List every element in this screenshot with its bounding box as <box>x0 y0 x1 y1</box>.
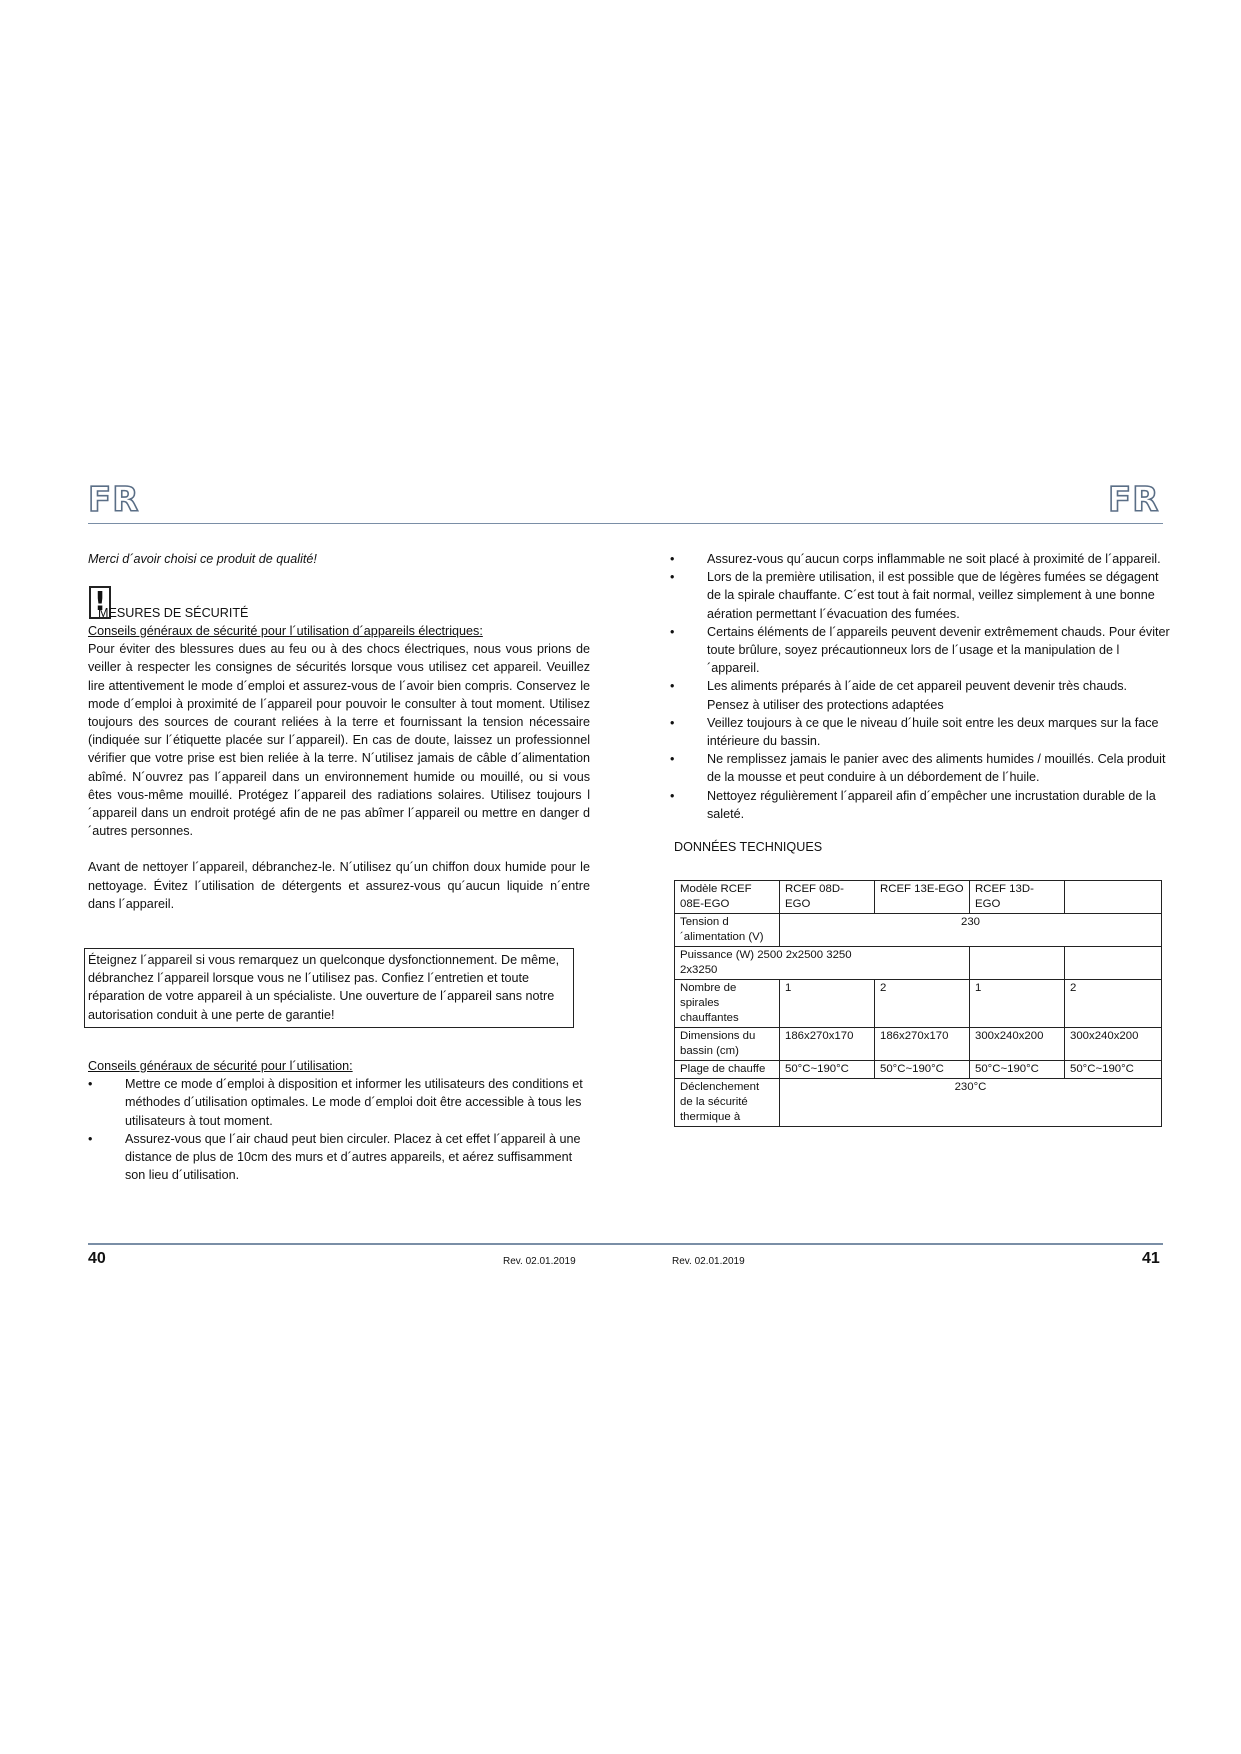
table-cell: RCEF 08D-EGO <box>780 881 875 914</box>
page-number-left: 40 <box>88 1250 106 1267</box>
table-cell: 300x240x200 <box>970 1028 1065 1061</box>
table-cell: Tension d´alimentation (V) <box>675 914 780 947</box>
usage-bullet: • Assurez-vous que l´air chaud peut bien circuler. Placez à cet effet l´appareil à une distance de plus de 10cm des murs et d´autres appareils, et aérez suffisamment son lieu d´utilisation. <box>88 1130 588 1185</box>
table-row <box>675 881 1162 914</box>
table-cell: Modèle RCEF 08E-EGO <box>675 881 780 914</box>
safety-bullet: • Assurez-vous qu´aucun corps inflammable ne soit placé à proximité de l´appareil. <box>670 550 1170 568</box>
usage-heading: Conseils généraux de sécurité pour l´utilisation: <box>88 1059 353 1073</box>
revision-left: Rev. 02.01.2019 <box>503 1256 576 1267</box>
thanks-line: Merci d´avoir choisi ce produit de qualité! <box>88 552 317 566</box>
table-cell: 2 <box>875 980 970 1028</box>
footer-rule <box>88 1243 1163 1245</box>
table-cell: RCEF 13E-EGO <box>875 881 970 914</box>
table-cell: 230 <box>780 914 1162 947</box>
table-row <box>675 1079 1162 1127</box>
table-cell: 50°C~190°C <box>1065 1061 1162 1079</box>
table-cell: 186x270x170 <box>780 1028 875 1061</box>
safety-bullet: • Nettoyez régulièrement l´appareil afin d´empêcher une incrustation durable de la saleté. <box>670 787 1170 823</box>
revision-right: Rev. 02.01.2019 <box>672 1256 745 1267</box>
usage-bullet: • Mettre ce mode d´emploi à disposition et informer les utilisateurs des conditions et méthodes d´utilisation optimales. Le mode d´emploi doit être accessible à tous les utilisateurs à tout moment. <box>88 1075 588 1130</box>
table-cell: Plage de chauffe <box>675 1061 780 1079</box>
table-row <box>675 1028 1162 1061</box>
table-cell: 50°C~190°C <box>970 1061 1065 1079</box>
electrical-heading: Conseils généraux de sécurité pour l´utilisation d´appareils électriques: <box>88 624 483 638</box>
safety-title: MESURES DE SÉCURITÉ <box>98 606 249 620</box>
language-label-left: FR <box>88 480 140 520</box>
electrical-paragraph: Pour éviter des blessures dues au feu ou à des chocs électriques, nous vous prions de veiller à respecter les consignes de sécurités lorsque vous utilisez cet appareil. Veuillez lire attentivement le mode d´emploi et assurez-vous de l´avoir bien compris. Conservez le mode d´emploi à proximité de l´appareil pour pouvoir le consulter à tout moment. Utilisez toujours des sources de courant reliées à la terre et fournissant la tension nécessaire (indiquée sur l´étiquette placée sur l´appareil). En cas de doute, laissez un professionnel vérifier que votre prise est bien reliée à la terre. N´utilisez jamais de câble d´alimentation abîmé. N´ouvrez pas l´appareil dans un environnement humide ou mouillé, ou si vous êtes vous-même mouillé. Protégez l´appareil des radiations solaires. Utilisez toujours l´appareil dans un endroit protégé afin de ne pas abîmer l´appareil ou mettre en danger d´autres personnes. <box>88 642 590 839</box>
table-cell: 50°C~190°C <box>875 1061 970 1079</box>
page-number-right: 41 <box>1142 1250 1160 1267</box>
warranty-notice-box <box>84 948 574 1028</box>
tech-spec-table <box>674 880 1162 1127</box>
table-cell: 300x240x200 <box>1065 1028 1162 1061</box>
table-cell: Déclenchement de la sécurité thermique à <box>675 1079 780 1127</box>
table-row <box>675 980 1162 1028</box>
cleaning-paragraph: Avant de nettoyer l´appareil, débranchez-le. N´utilisez qu´un chiffon doux humide pour le nettoyage. Évitez l´utilisation de détergents et assurez-vous qu´aucun liquide n´entre dans l´appareil. <box>88 860 590 911</box>
tech-title: DONNÉES TECHNIQUES <box>674 840 823 854</box>
safety-bullets <box>670 550 1170 823</box>
header-rule <box>88 523 1163 524</box>
table-cell: 186x270x170 <box>875 1028 970 1061</box>
table-cell: Dimensions du bassin (cm) <box>675 1028 780 1061</box>
safety-bullet: • Les aliments préparés à l´aide de cet appareil peuvent devenir très chauds. Pensez à utiliser des protections adaptées <box>670 677 1170 713</box>
language-label-right: FR <box>1108 480 1160 520</box>
table-cell: 1 <box>780 980 875 1028</box>
safety-bullet: • Lors de la première utilisation, il est possible que de légères fumées se dégagent de la spirale chauffante. C´est tout à fait normal, veillez simplement à une bonne aération permettant l´évacuation des fumées. <box>670 568 1170 623</box>
table-row <box>675 914 1162 947</box>
safety-bullet: • Veillez toujours à ce que le niveau d´huile soit entre les deux marques sur la face intérieure du bassin. <box>670 714 1170 750</box>
table-cell: 50°C~190°C <box>780 1061 875 1079</box>
table-cell: 2 <box>1065 980 1162 1028</box>
safety-bullet: • Ne remplissez jamais le panier avec des aliments humides / mouillés. Cela produit de la mousse et peut conduire à un débordement de l´huile. <box>670 750 1170 786</box>
safety-bullet: • Certains éléments de l´appareils peuvent devenir extrêmement chauds. Pour éviter toute brûlure, soyez précautionneux lors de l´usage et la manipulation de l´appareil. <box>670 623 1170 678</box>
table-row <box>675 947 1162 980</box>
usage-safety-section <box>88 1057 588 1184</box>
table-cell: Puissance (W) 2500 2x2500 3250 2x3250 <box>675 947 875 980</box>
exclamation-icon: ! <box>89 586 111 619</box>
table-row <box>675 1061 1162 1079</box>
table-cell: Nombre de spirales chauffantes <box>675 980 780 1028</box>
table-cell: 1 <box>970 980 1065 1028</box>
electrical-safety-section <box>88 622 590 913</box>
table-cell: 230°C <box>780 1079 1162 1127</box>
table-cell: RCEF 13D-EGO <box>970 881 1065 914</box>
warranty-notice-text: Éteignez l´appareil si vous remarquez un quelconque dysfonctionnement. De même, débranchez l´appareil lorsque vous ne l´utilisez pas. Confiez l´entretien et toute réparation de votre appareil à un spécialiste. Une ouverture de l´appareil sans notre autorisation conduit à une perte de garantie! <box>88 953 560 1022</box>
